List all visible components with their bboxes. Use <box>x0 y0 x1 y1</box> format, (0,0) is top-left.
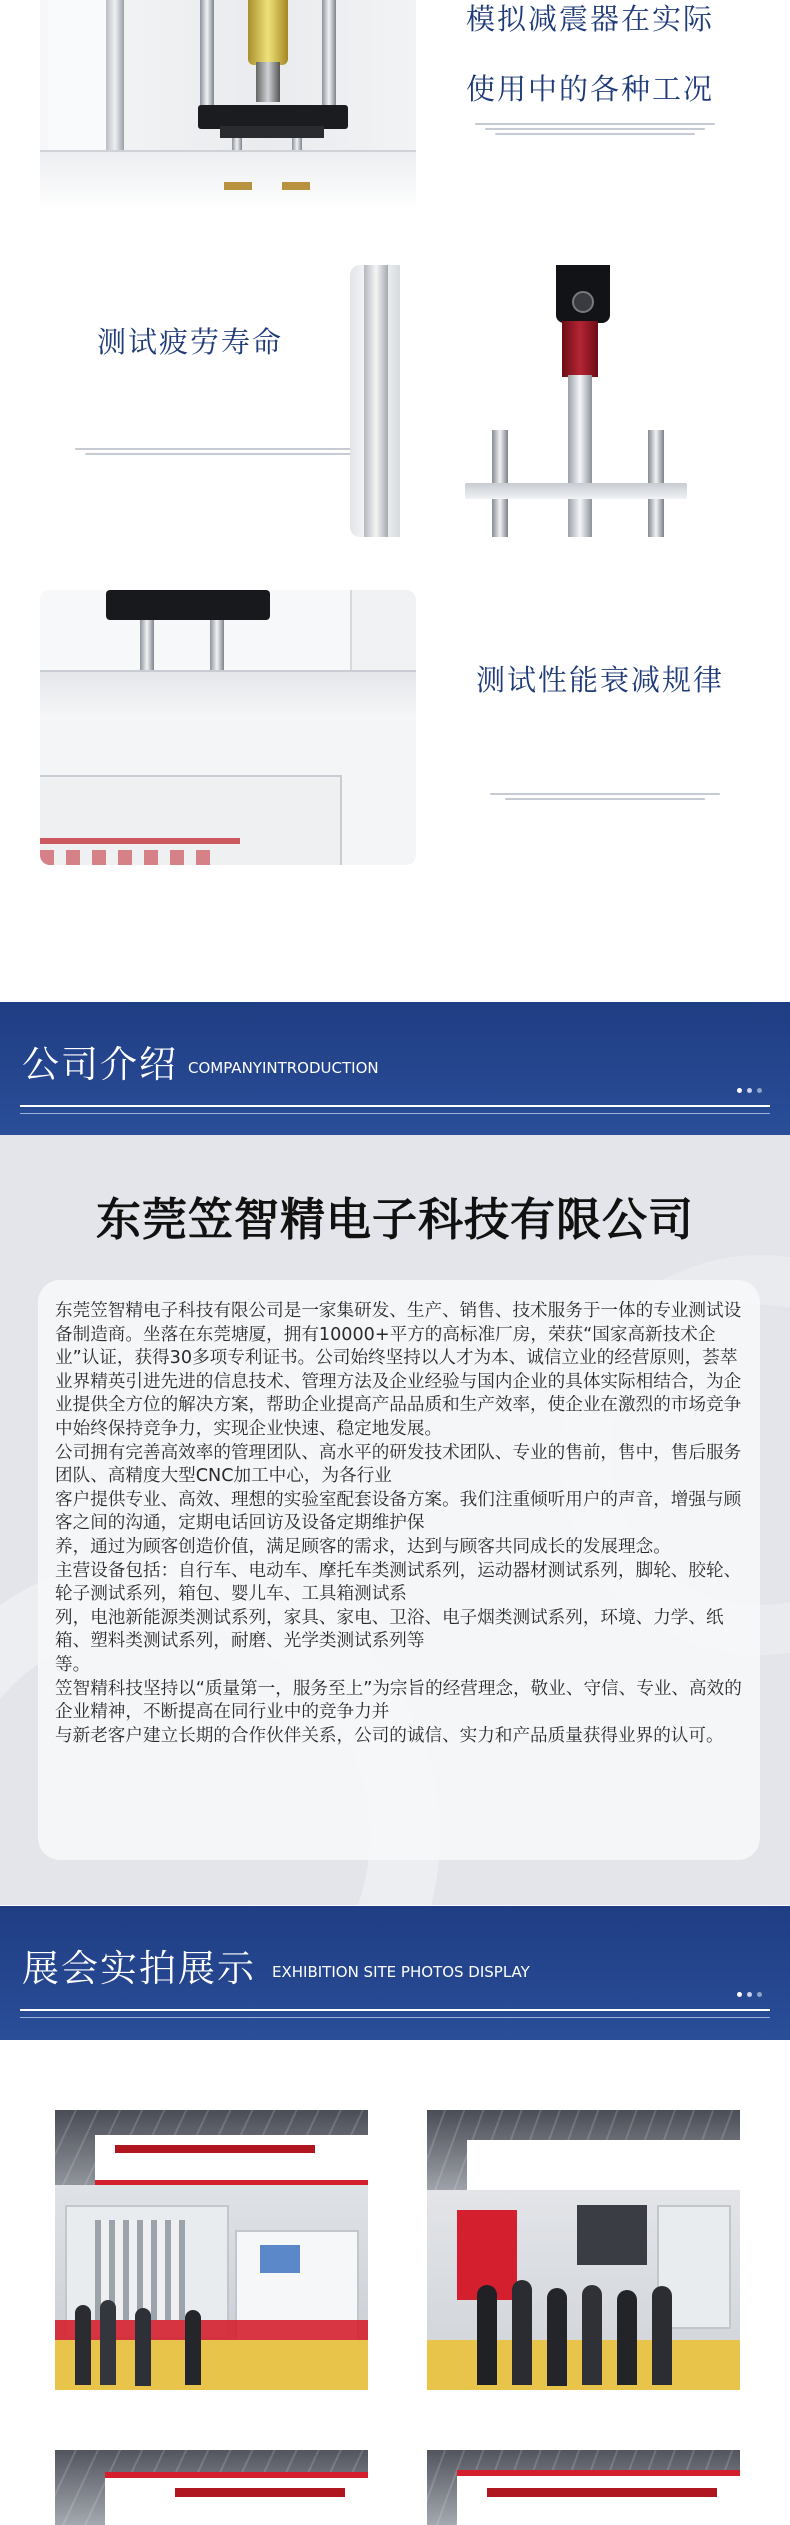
exhibition-banner <box>0 1906 790 2040</box>
banner-dots-icon <box>737 1992 762 1997</box>
exhibition-photo-4 <box>427 2450 740 2525</box>
exhibition-title: 展会实拍展示 <box>22 1947 256 1990</box>
product-photo-machine-base <box>40 590 416 865</box>
exhibition-photo-2 <box>427 2110 740 2390</box>
feature-text-line1: 模拟减震器在实际 <box>465 2 714 36</box>
product-photo-damper-column <box>350 265 728 537</box>
decorative-fine-print <box>470 120 720 138</box>
exhibition-subtitle: EXHIBITION SITE PHOTOS DISPLAY <box>272 1963 530 1981</box>
banner-dots-icon <box>737 1088 762 1093</box>
company-description-text: 东莞笠智精电子科技有限公司是一家集研发、生产、销售、技术服务于一体的专业测试设备制造商。坐落在东莞塘厦，拥有10000+平方的高标准厂房，荣获“国家高新技术企业”认证，获得30多项专利证书。公司始终坚持以人才为本、诚信立业的经营原则，荟萃业界精英引进先进的信息技术、管理方法及企业经验与国内企业的具体实际相结合，为企业提供全方位的解决方案，帮助企业提高产品品质和生产效率，使企业在激烈的市场竞争中始终保持竞争力，实现企业快速、稳定地发展。 公司拥有完善高效率的管理团队、高水平的研发技术团队、专业的售前，售中，售后服务团队、高精度大型CNC加工中心，为各行业 客户提供专业、高效、理想的实验室配套设备方案。我们注重倾听用户的声音，增强与顾客之间的沟通，定期电话回访及设备定期维护保 养，通过为顾客创造价值，满足顾客的需求，达到与顾客共同成长的发展理念。 主营设备包括：自行车、电动车、摩托车类测试系列，运动器材测试系列，脚轮、胶轮、轮子测试系列，箱包、婴儿车、工具箱测试系 列，电池新能源类测试系列，家具、家电、卫浴、电子烟类测试系列，环境、力学、纸箱、塑料类测试系列，耐磨、光学类测试系列等 等。 笠智精科技坚持以“质量第一，服务至上”为宗旨的经营理念，敬业、守信、专业、高效的企业精神，不断提高在同行业中的竞争力并 与新老客户建立长期的合作伙伴关系，公司的诚信、实力和产品质量获得业界的认可。 <box>55 1301 742 1746</box>
exhibition-photo-3 <box>55 2450 368 2525</box>
feature-text-fatigue: 测试疲劳寿命 <box>96 325 283 359</box>
feature-text-line2: 使用中的各种工况 <box>465 72 714 106</box>
feature-text-decay: 测试性能衰减规律 <box>475 663 724 697</box>
exhibition-photo-1 <box>55 2110 368 2390</box>
product-photo-fixture-top <box>40 0 416 210</box>
decorative-fine-print <box>70 445 370 458</box>
decorative-fine-print <box>485 790 725 803</box>
company-intro-title: 公司介绍 <box>22 1043 178 1086</box>
company-name-heading: 东莞笠智精电子科技有限公司 <box>95 1193 694 1246</box>
company-intro-banner <box>0 1002 790 1136</box>
company-intro-subtitle: COMPANYINTRODUCTION <box>188 1059 379 1077</box>
